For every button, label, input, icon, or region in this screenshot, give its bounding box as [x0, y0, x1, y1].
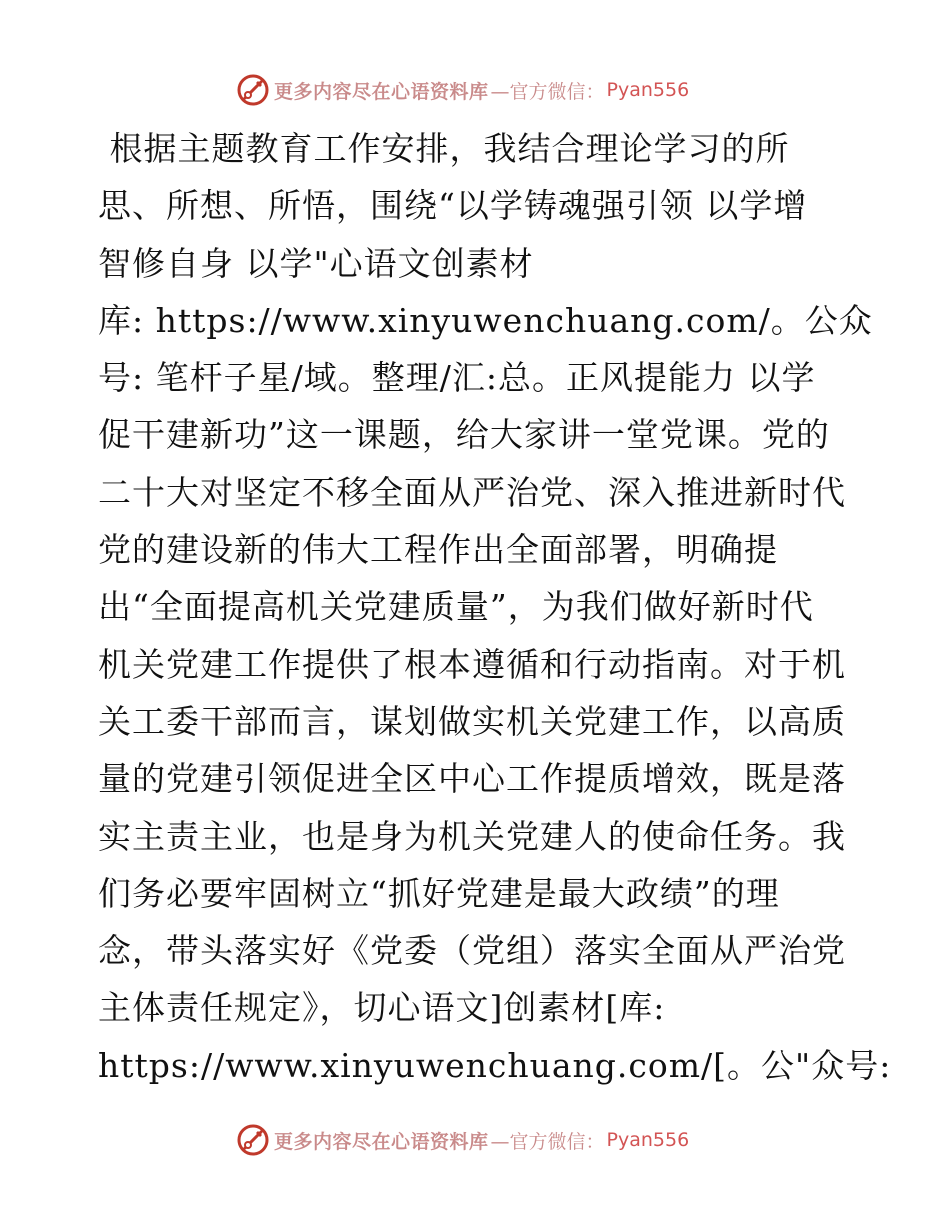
banner-official-label: —官方微信：	[490, 1130, 605, 1153]
text-line: 二十大对坚定不移全面从严治党、深入推进新时代	[98, 472, 846, 512]
banner-main-text: 更多内容尽在心语资料库	[274, 80, 489, 103]
text-line: 量的党建引领促进全区中心工作提质增效，既是落	[98, 759, 846, 799]
text-line: 智修自身 以学"心语文创素材	[98, 243, 534, 283]
pen-logo-icon	[236, 1123, 270, 1157]
text-line: 出“全面提高机关党建质量”，为我们做好新时代	[98, 587, 814, 627]
text-line: 念，带头落实好《党委（党组）落实全面从严治党	[98, 931, 846, 971]
text-line: 关工委干部而言，谋划做实机关党建工作，以高质	[98, 701, 846, 741]
text-line: 党的建设新的伟大工程作出全面部署，明确提	[98, 530, 778, 570]
text-line: 号: 笔杆子星/域。整理/汇:总。正风提能力 以学	[98, 358, 816, 398]
text-line: 思、所想、所悟，围绕“以学铸魂强引领 以学增	[98, 186, 808, 226]
text-line: 实主责主业，也是身为机关党建人的使命任务。我	[98, 816, 846, 856]
text-line: 库: https://www.xinyuwenchuang.com/。公众	[98, 300, 873, 340]
text-line: 主体责任规定》，切心语文]创素材[库:	[98, 988, 666, 1028]
text-line: 根据主题教育工作安排，我结合理论学习的所	[98, 129, 790, 168]
pen-logo-icon	[236, 73, 270, 107]
header-banner	[236, 72, 689, 108]
text-line: 机关党建工作提供了根本遵循和行动指南。对于机	[98, 644, 846, 684]
banner-wechat-id: Pyan556	[606, 79, 690, 101]
text-line: 促干建新功”这一课题，给大家讲一堂党课。党的	[98, 415, 830, 455]
text-line: https://www.xinyuwenchuang.com/[。公"众号:	[98, 1045, 892, 1085]
footer-banner	[236, 1122, 689, 1158]
banner-official-label: —官方微信：	[490, 80, 605, 103]
banner-main-text: 更多内容尽在心语资料库	[274, 1130, 489, 1153]
document-body	[98, 120, 892, 1094]
text-line: 们务必要牢固树立“抓好党建是最大政绩”的理	[98, 873, 780, 913]
banner-wechat-id: Pyan556	[606, 1129, 690, 1151]
